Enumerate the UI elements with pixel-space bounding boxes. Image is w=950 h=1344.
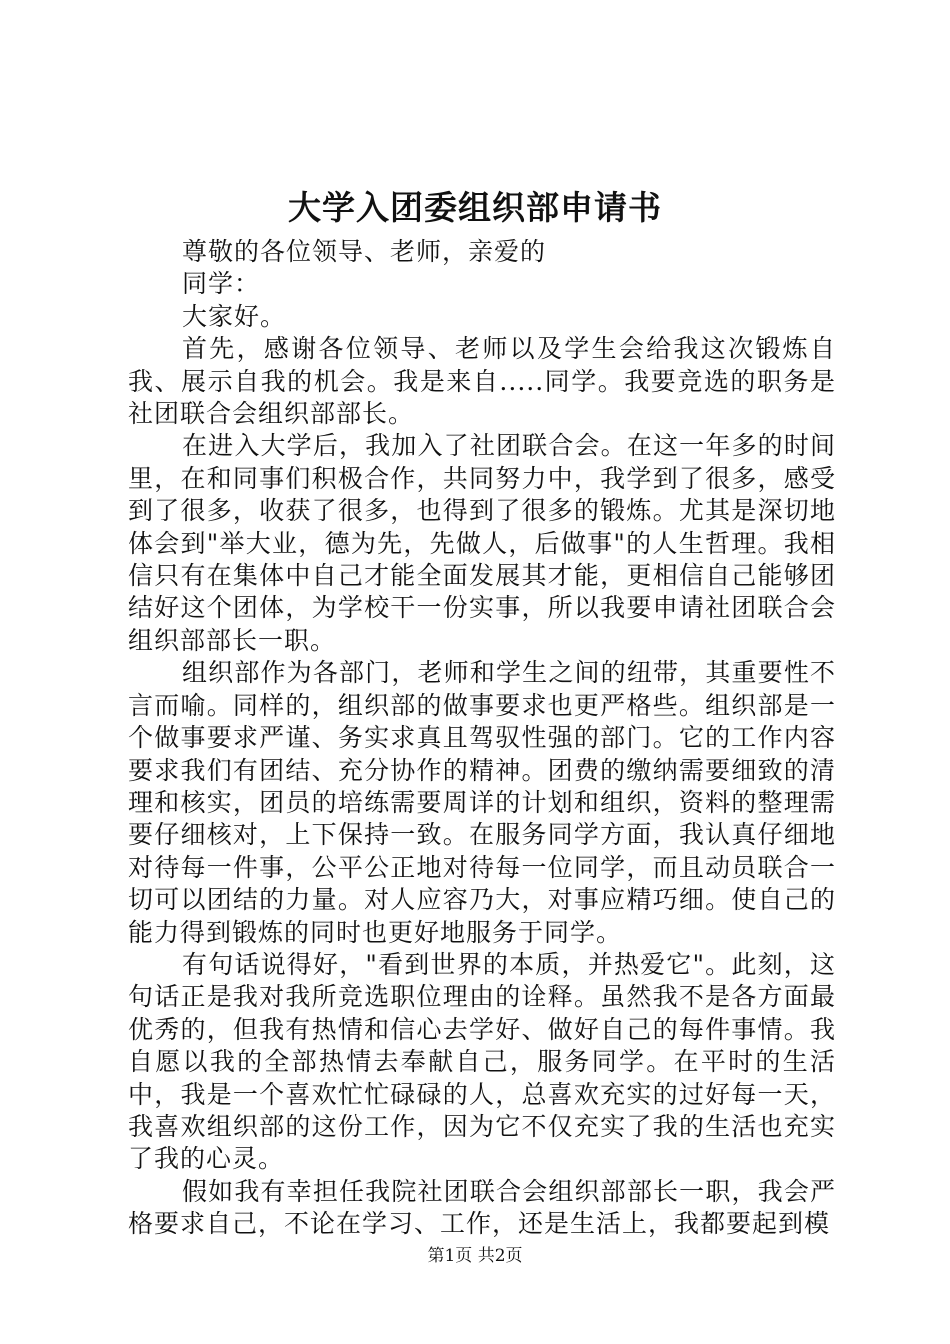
paragraph: 有句话说得好，"看到世界的本质，并热爱它"。此刻，这句话正是我对我所竞选职位理由的诠释。虽然我不是各方面最优秀的，但我有热情和信心去学好、做好自己的每件事情。我自愿以我的全部热情去奉献自己，服务同学。在平时的生活中，我是一个喜欢忙忙碌碌的人，总喜欢充实的过好每一天，我喜欢组织部的这份工作，因为它不仅充实了我的生活也充实了我的心灵。 [128,949,836,1174]
page-number-footer: 第1页 共2页 [427,1246,523,1266]
greeting-line: 大家好。 [182,301,287,331]
paragraph: 假如我有幸担任我院社团联合会组织部部长一职，我会严格要求自己，不论在学习、工作，还是生活上，我都要起到模 [128,1176,836,1239]
document-title: 大学入团委组织部申请书 [288,188,662,227]
salutation-line-2: 同学： [182,269,261,299]
document-body [128,236,836,1241]
paragraph: 首先，感谢各位领导、老师以及学生会给我这次锻炼自我、展示自我的机会。我是来自.....同学。我要竞选的职务是社团联合会组织部部长。 [128,334,836,429]
salutation-line-1: 尊敬的各位领导、老师，亲爱的 [182,237,547,266]
paragraph: 组织部作为各部门，老师和学生之间的纽带，其重要性不言而喻。同样的，组织部的做事要求也更严格些。组织部是一个做事要求严谨、务实求真且驾驭性强的部门。它的工作内容要求我们有团结、充分协作的精神。团费的缴纳需要细致的清理和核实，团员的培练需要周详的计划和组织，资料的整理需要仔细核对，上下保持一致。在服务同学方面，我认真仔细地对待每一件事，公平公正地对待每一位同学，而且动员联合一切可以团结的力量。对人应容乃大，对事应精巧细。使自己的能力得到锻炼的同时也更好地服务于同学。 [128,658,836,947]
paragraph: 在进入大学后，我加入了社团联合会。在这一年多的时间里，在和同事们积极合作，共同努力中，我学到了很多，感受到了很多，收获了很多，也得到了很多的锻炼。尤其是深切地体会到"举大业，德为先，先做人，后做事"的人生哲理。我相信只有在集体中自己才能全面发展其才能，更相信自己能够团结好这个团体，为学校干一份实事，所以我要申请社团联合会组织部部长一职。 [128,431,836,655]
